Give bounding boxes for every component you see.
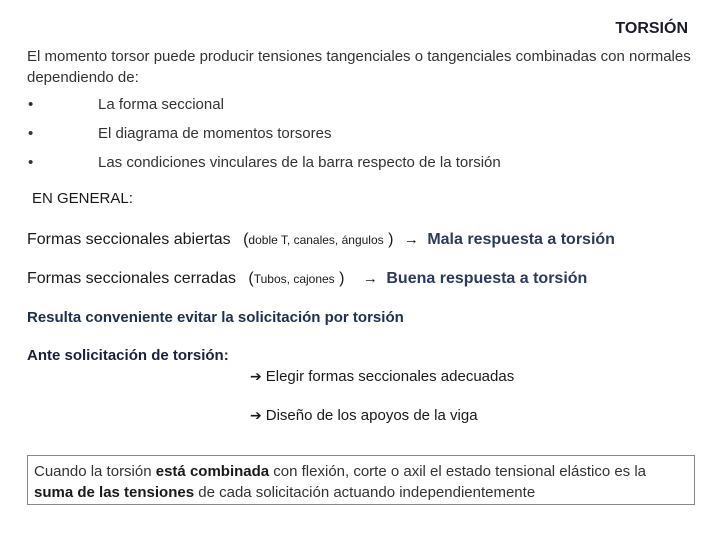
closed-sections-response: Buena respuesta a torsión <box>386 270 588 287</box>
note-text: con flexión, corte o axil el estado tensional elástico es la <box>269 463 647 480</box>
general-heading: EN GENERAL: <box>32 190 133 207</box>
bullet-symbol: • <box>28 96 34 113</box>
choice-text: Diseño de los apoyos de la viga <box>265 407 478 424</box>
open-sections-label: Formas seccionales abiertas <box>27 231 231 248</box>
bold-arrow-right-icon: ➔ <box>250 368 262 384</box>
bullet-symbol: • <box>28 154 34 171</box>
open-sections-examples: doble T, canales, ángulos <box>248 233 384 247</box>
note-bold: está combinada <box>155 463 270 480</box>
closed-sections-label: Formas seccionales cerradas <box>27 270 236 287</box>
note-text: Cuando la torsión <box>34 463 156 480</box>
note-text: de cada solicitación actuando independientemente <box>194 484 536 501</box>
arrow-right-icon: → <box>362 270 378 287</box>
choice-text: Elegir formas seccionales adecuadas <box>265 368 515 385</box>
open-sections-row <box>27 231 615 249</box>
choice-item <box>250 368 514 385</box>
bullet-text: Las condiciones vinculares de la barra respecto de la torsión <box>98 154 501 171</box>
paren-open: ( <box>248 270 254 287</box>
note-bold: suma de las tensiones <box>34 484 195 501</box>
recommendation-text: Resulta conveniente evitar la solicitación por torsión <box>27 309 404 326</box>
closed-sections-row <box>27 270 587 288</box>
open-sections-response: Mala respuesta a torsión <box>427 231 615 248</box>
paren-close: ) <box>339 270 345 287</box>
intro-text: El momento torsor puede producir tensiones tangenciales o tangenciales combinadas con normales dependiendo de: <box>27 48 691 86</box>
bullet-symbol: • <box>28 125 34 142</box>
note-box <box>27 455 695 505</box>
page-title: TORSIÓN <box>615 20 688 37</box>
arrow-right-icon: → <box>403 231 419 248</box>
choice-item <box>250 407 478 424</box>
bullet-text: La forma seccional <box>98 96 224 113</box>
paren-open: ( <box>243 231 249 248</box>
paren-close: ) <box>388 231 394 248</box>
closed-sections-examples: Tubos, cajones <box>253 272 335 286</box>
bold-arrow-right-icon: ➔ <box>250 407 262 423</box>
ante-heading: Ante solicitación de torsión: <box>27 347 229 364</box>
bullet-text: El diagrama de momentos torsores <box>98 125 332 142</box>
